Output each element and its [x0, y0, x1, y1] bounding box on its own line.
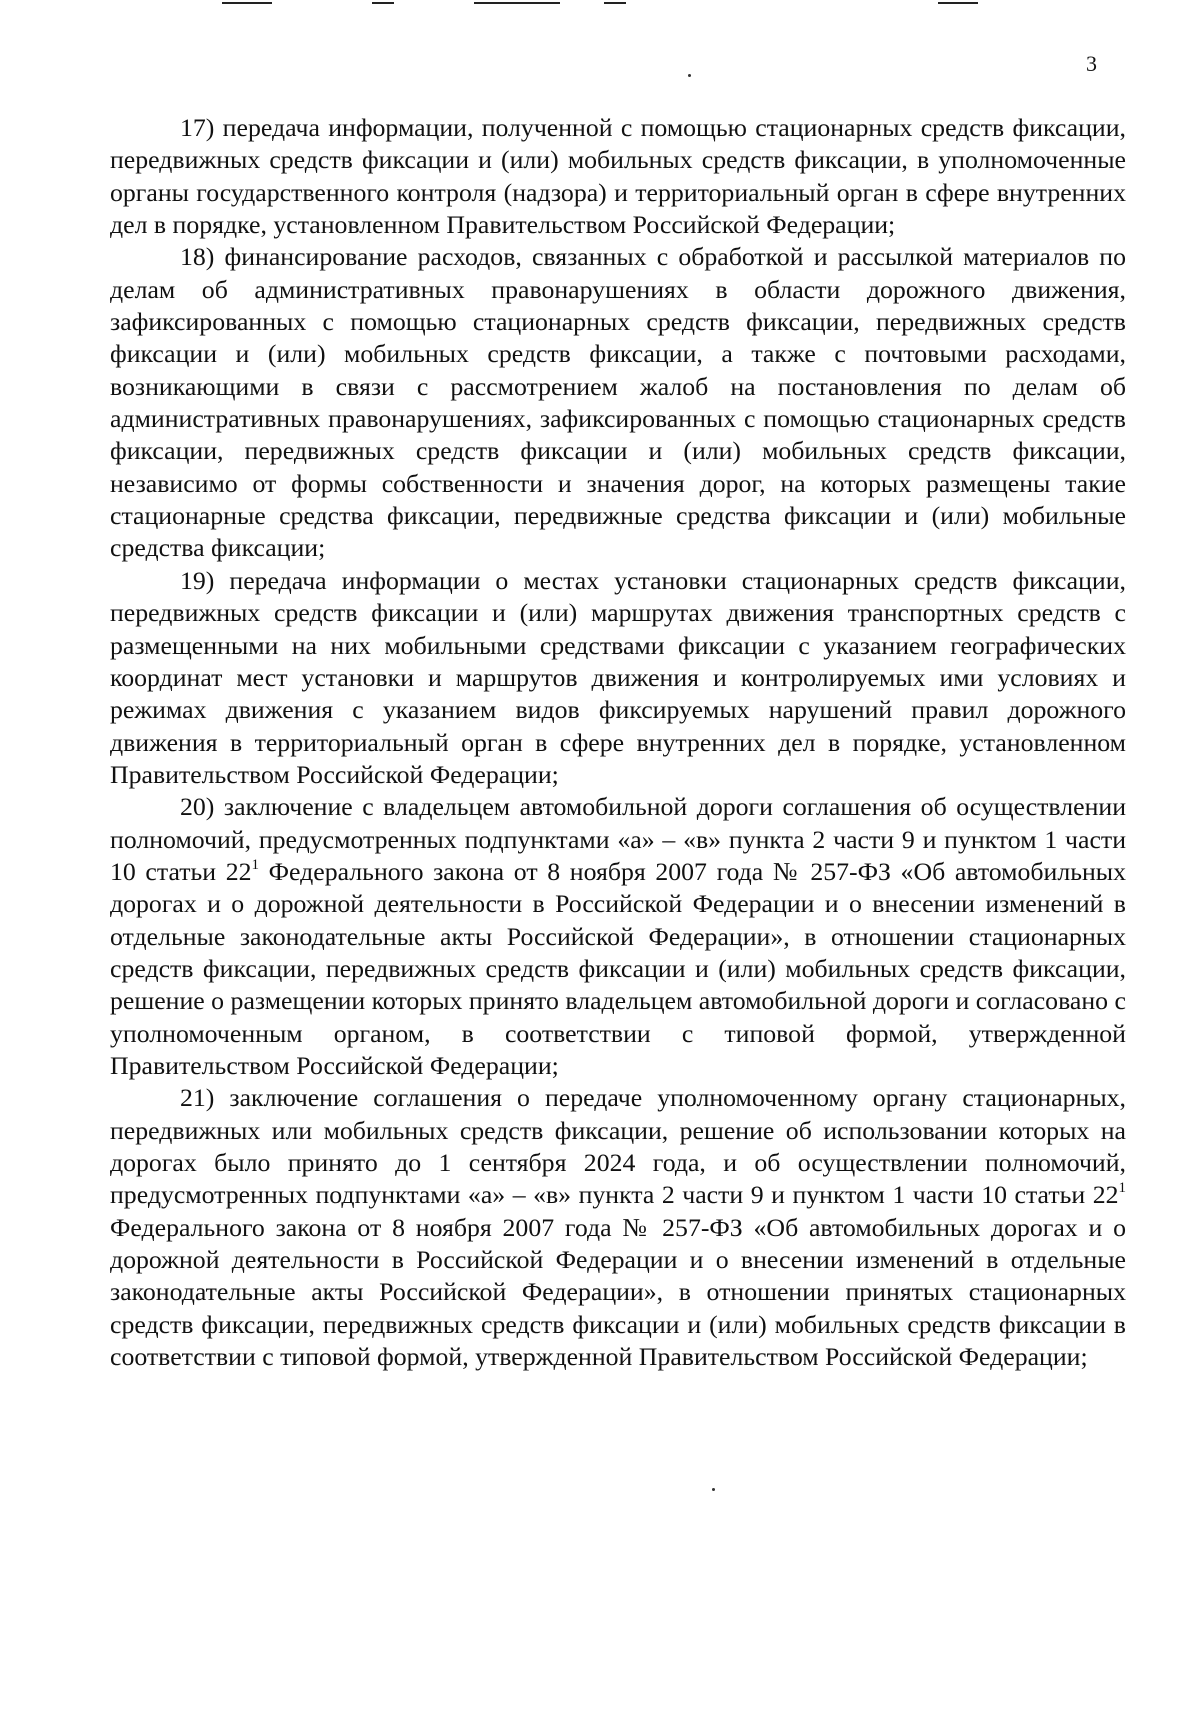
superscript: 1 [251, 856, 260, 873]
scan-mark [372, 2, 394, 4]
paragraph-text: Федерального закона от 8 ноября 2007 года № 257-ФЗ «Об автомобильных дорогах и о дорожной деятельности в Российской Федерации и о внесении изменений в отдельные законодательные акты Российской Федерации», в отношении стационарных средств фиксации, передвижных средств фиксации и (или) мобильных средств фиксации, решение о размещении которых принято владельцем автомобильной дороги и согласовано с уполномоченным органом, в соответствии с типовой формой, утвержденной Правительством Российской Федерации; [110, 856, 1126, 1080]
scan-edge-marks [0, 0, 1200, 8]
paragraph-item-21 [110, 1082, 1126, 1373]
page-number: 3 [1086, 51, 1097, 76]
paragraph-item-19: 19) передача информации о местах установки стационарных средств фиксации, передвижных средств фиксации и (или) маршрутах движения транспортных средств с размещенными на них мобильными средствами фиксации с указанием географических координат мест установки и маршрутов движения и контролируемых ими условиях и режимах движения с указанием видов фиксируемых нарушений правил дорожного движения в территориальный орган в сфере внутренних дел в порядке, установленном Правительством Российской Федерации; [110, 565, 1126, 789]
scan-mark [938, 2, 978, 4]
paragraph-text: 20) заключение с владельцем автомобильной дороги соглашения об осуществлении полномочий, предусмотренных подпунктами «а» – «в» пункта 2 части 9 и пунктом 1 части 10 статьи 22 [110, 792, 1126, 886]
paragraph-item-20 [110, 791, 1126, 1082]
paragraph-text: 21) заключение соглашения о передаче уполномоченному органу стационарных, передвижных или мобильных средств фиксации, решение об использовании которых на дорогах было принято до 1 сентября 2024 года, и об осуществлении полномочий, предусмотренных подпунктами «а» – «в» пункта 2 части 9 и пунктом 1 части 10 статьи 22 [110, 1083, 1126, 1210]
scan-mark [604, 2, 626, 4]
scan-mark [222, 2, 272, 4]
superscript: 1 [1118, 1180, 1126, 1197]
scan-mark [474, 2, 560, 4]
document-body [110, 112, 1126, 1373]
scan-speck [688, 74, 691, 77]
paragraph-text: Федерального закона от 8 ноября 2007 года № 257-ФЗ «Об автомобильных дорогах и о дорожной деятельности в Российской Федерации и о внесении изменений в отдельные законодательные акты Российской Федерации», в отношении принятых стационарных средств фиксации, передвижных средств фиксации и (или) мобильных средств фиксации в соответствии с типовой формой, утвержденной Правительством Российской Федерации; [110, 1212, 1126, 1372]
scan-speck [712, 1488, 715, 1491]
paragraph-item-18: 18) финансирование расходов, связанных с обработкой и рассылкой материалов по делам об административных правонарушениях в области дорожного движения, зафиксированных с помощью стационарных средств фиксации, передвижных средств фиксации и (или) мобильных средств фиксации, а также с почтовыми расходами, возникающими в связи с рассмотрением жалоб на постановления по делам об административных правонарушениях, зафиксированных с помощью стационарных средств фиксации, передвижных средств фиксации и (или) мобильных средств фиксации, независимо от формы собственности и значения дорог, на которых размещены такие стационарные средства фиксации, передвижные средства фиксации и (или) мобильные средства фиксации; [110, 242, 1126, 563]
paragraph-item-17: 17) передача информации, полученной с помощью стационарных средств фиксации, передвижных средств фиксации и (или) мобильных средств фиксации, в уполномоченные органы государственного контроля (надзора) и территориальный орган в сфере внутренних дел в порядке, установленном Правительством Российской Федерации; [110, 113, 1126, 240]
